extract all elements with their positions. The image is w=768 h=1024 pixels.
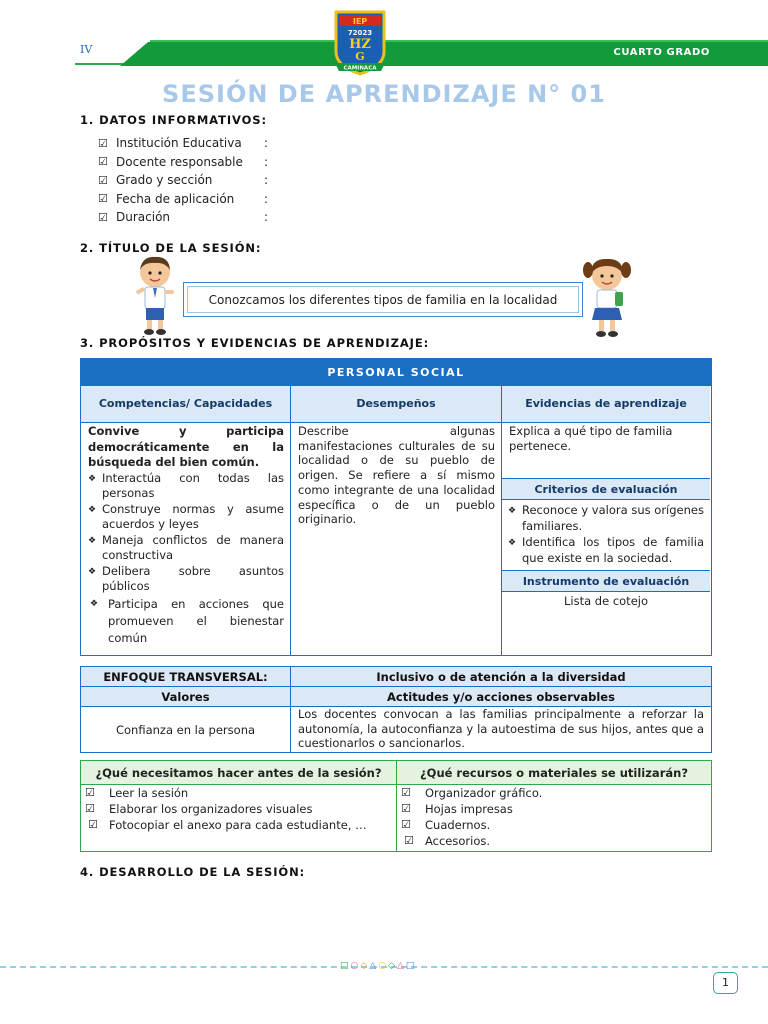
info-row: ☑ Institución Educativa :: [98, 136, 269, 151]
page-title: SESIÓN DE APRENDIZAJE N° 01: [162, 80, 606, 108]
competencias-cell: [81, 423, 291, 655]
checkbox-icon: ☑: [404, 834, 414, 847]
info-row: ☑ Fecha de aplicación :: [98, 191, 269, 206]
checkbox-icon: ☑: [401, 786, 411, 799]
checkbox-icon: ☑: [401, 818, 411, 831]
col-header-desempenos: Desempeños: [291, 386, 502, 423]
list-item: ❖ Maneja conflictos de manera constructiva: [88, 532, 284, 562]
logo-code: 72023: [347, 29, 373, 37]
valor-cell: [81, 707, 291, 752]
area-header: PERSONAL SOCIAL: [81, 359, 711, 386]
list-item: ☑ Elaborar los organizadores visuales: [85, 802, 313, 816]
info-list: [98, 134, 268, 227]
valor-text: Confianza en la persona: [115, 722, 256, 737]
table-body-row: [81, 423, 711, 655]
prep-left-list: [81, 785, 397, 851]
table-row: [81, 707, 711, 752]
enfoque-table: [80, 666, 712, 753]
checkbox-icon: ☑: [98, 155, 108, 169]
prep-right-header: ¿Qué recursos o materiales se utilizarán?: [397, 761, 711, 785]
valores-header: Valores: [81, 687, 291, 707]
col-header-evidencias: Evidencias de aprendizaje: [502, 386, 710, 423]
actitud-text: Los docentes convocan a las familias principalmente a reforzar la autonomía, la autoconfianza y la autoestima de sus hijos, antes que a cuestionarlos o sancionarlos.: [298, 707, 704, 750]
logo-top-text: IEP: [352, 17, 368, 26]
session-title-box: [183, 282, 583, 317]
girl-illustration-icon: [582, 256, 632, 338]
info-row: ☑ Docente responsable :: [98, 154, 269, 169]
list-item: ☑ Leer la sesión: [85, 786, 189, 800]
logo-letters-bottom: G: [355, 50, 365, 63]
diamond-bullet-icon: ❖: [88, 535, 97, 546]
list-item: ☑ Hojas impresas: [401, 802, 513, 816]
grade-label: CUARTO GRADO: [613, 47, 710, 58]
checkbox-icon: ☑: [88, 818, 98, 831]
diamond-bullet-icon: ❖: [508, 538, 517, 548]
list-item: ❖ Identifica los tipos de familia que existe en la sociedad.: [508, 535, 704, 565]
checkbox-icon: ☑: [98, 210, 108, 224]
section-1-heading: 1. DATOS INFORMATIVOS:: [80, 113, 267, 127]
checkbox-icon: ☑: [98, 192, 108, 206]
table-row: [81, 785, 711, 851]
diamond-bullet-icon: ❖: [88, 473, 97, 484]
table-row: [81, 687, 711, 707]
info-row: ☑ Duración :: [98, 210, 269, 225]
competencia-title: Convive y participa democráticamente en la búsqueda del bien común.: [88, 424, 284, 469]
checkbox-icon: ☑: [85, 802, 95, 815]
prep-right-list: [397, 785, 711, 851]
evidencia-text: Explica a qué tipo de familia pertenece.: [502, 423, 710, 479]
criterios-header: Criterios de evaluación: [502, 479, 710, 500]
list-item: ☑ Accesorios.: [401, 833, 707, 849]
enfoque-name: Inclusivo o de atención a la diversidad: [291, 667, 711, 687]
list-item: ☑ Cuadernos.: [401, 818, 491, 832]
list-item: ☑ Organizador gráfico.: [401, 786, 543, 800]
checkbox-icon: ☑: [85, 786, 95, 799]
logo-banner: CAMINACA: [343, 65, 377, 72]
checkbox-icon: ☑: [98, 136, 108, 150]
instrumento-value: Lista de cotejo: [563, 594, 648, 608]
footer-shapes-icon: □○◇△○◇△□: [340, 961, 417, 971]
logo-letters-top: HZ: [349, 37, 371, 52]
section-4-heading: 4. DESARROLLO DE LA SESIÓN:: [80, 865, 306, 879]
col-header-competencias: Competencias/ Capacidades: [81, 386, 291, 423]
enfoque-label: ENFOQUE TRANSVERSAL:: [81, 667, 291, 687]
table-row: [81, 761, 711, 785]
list-item: ❖ Participa en acciones que promueven el bienestar común: [90, 596, 284, 645]
section-3-heading: 3. PROPÓSITOS Y EVIDENCIAS DE APRENDIZAJE:: [80, 336, 430, 350]
info-row: ☑ Grado y sección :: [98, 173, 269, 188]
diamond-bullet-icon: ❖: [508, 506, 517, 516]
evidencias-cell: [502, 423, 710, 655]
diamond-bullet-icon: ❖: [88, 504, 97, 515]
list-item: ❖ Interactúa con todas las personas: [88, 470, 284, 500]
checkbox-icon: ☑: [401, 802, 411, 815]
purposes-table: [80, 358, 712, 656]
list-item: ☑ Fotocopiar el anexo para cada estudiante, …: [85, 817, 392, 833]
list-item: ❖ Reconoce y valora sus orígenes familiares.: [508, 503, 704, 533]
preparation-table: [80, 760, 712, 852]
session-title: Conozcamos los diferentes tipos de familia en la localidad: [208, 292, 558, 307]
list-item: ❖ Construye normas y asume acuerdos y leyes: [88, 501, 284, 531]
criterios-cell: [502, 500, 710, 571]
desempeno-cell: Describe algunas manifestaciones culturales de su localidad o de su pueblo de origen. Se refiere a sí mismo como integrante de una localidad específica o de un pueblo originario.: [291, 423, 502, 655]
actitudes-header: Actitudes y/o acciones observables: [291, 687, 711, 707]
grade-level-label: IV: [80, 43, 93, 56]
section-2-heading: 2. TÍTULO DE LA SESIÓN:: [80, 241, 262, 255]
boy-illustration-icon: [132, 254, 178, 336]
checkbox-icon: ☑: [98, 173, 108, 187]
school-logo-icon: [331, 8, 389, 76]
instrumento-header: Instrumento de evaluación: [502, 571, 710, 592]
prep-left-header: ¿Qué necesitamos hacer antes de la sesión?: [81, 761, 397, 785]
diamond-bullet-icon: ❖: [88, 566, 97, 577]
table-row: [81, 667, 711, 687]
table-header-row: [81, 386, 711, 423]
list-item: ❖ Delibera sobre asuntos públicos: [88, 563, 284, 593]
page-number: 1: [713, 972, 738, 994]
diamond-bullet-icon: ❖: [90, 598, 99, 609]
